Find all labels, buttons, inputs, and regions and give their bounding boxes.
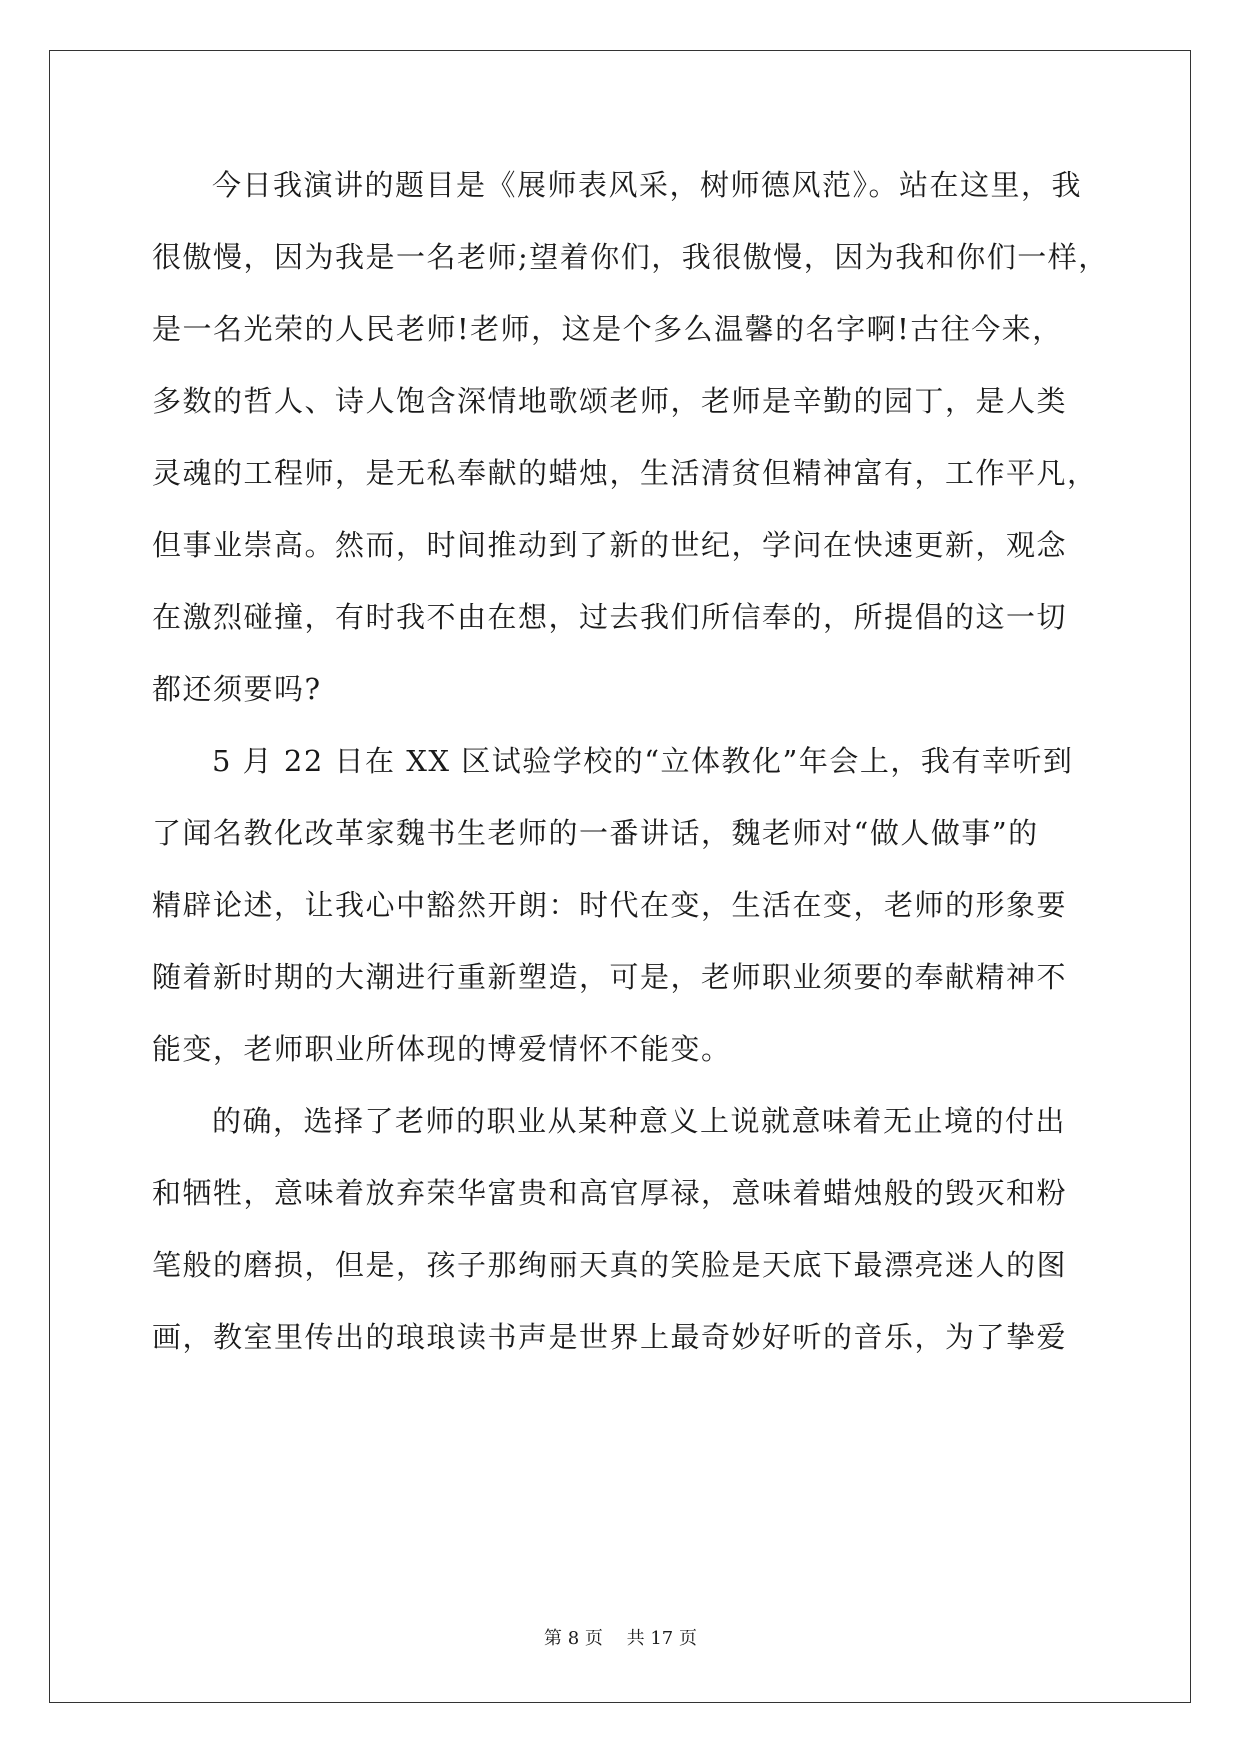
text-line: 但事业崇高。然而，时间推动到了新的世纪，学问在快速更新，观念 — [152, 528, 1068, 562]
text-line: 在激烈碰撞，有时我不由在想，过去我们所信奉的，所提倡的这一切 — [152, 600, 1068, 634]
text-line: 和牺牲，意味着放弃荣华富贵和高官厚禄，意味着蜡烛般的毁灭和粉 — [152, 1176, 1068, 1210]
page-number-footer: 第 8 页 共 17 页 — [544, 1628, 697, 1649]
text-line: 灵魂的工程师，是无私奉献的蜡烛，生活清贫但精神富有，工作平凡， — [152, 456, 1098, 490]
text-line: 能变，老师职业所体现的博爱情怀不能变。 — [152, 1032, 732, 1066]
text-line: 都还须要吗? — [152, 672, 322, 706]
text-line: 5 月 22 日在 XX 区试验学校的“立体教化”年会上，我有幸听到 — [212, 744, 1074, 778]
text-line: 多数的哲人、诗人饱含深情地歌颂老师，老师是辛勤的园丁，是人类 — [152, 384, 1068, 418]
page-border — [49, 50, 1191, 1703]
text-line: 很傲慢，因为我是一名老师;望着你们，我很傲慢，因为我和你们一样， — [152, 240, 1109, 274]
text-line: 画，教室里传出的琅琅读书声是世界上最奇妙好听的音乐，为了挚爱 — [152, 1320, 1068, 1354]
text-line: 了闻名教化改革家魏书生老师的一番讲话，魏老师对“做人做事”的 — [152, 816, 1039, 850]
text-line: 的确，选择了老师的职业从某种意义上说就意味着无止境的付出 — [212, 1104, 1067, 1138]
text-line: 笔般的磨损，但是，孩子那绚丽天真的笑脸是天底下最漂亮迷人的图 — [152, 1248, 1068, 1282]
text-line: 今日我演讲的题目是《展师表风采，树师德风范》。站在这里，我 — [212, 168, 1083, 202]
text-line: 是一名光荣的人民老师!老师，这是个多么温馨的名字啊!古往今来， — [152, 312, 1063, 346]
text-line: 随着新时期的大潮进行重新塑造，可是，老师职业须要的奉献精神不 — [152, 960, 1068, 994]
text-line: 精辟论述，让我心中豁然开朗：时代在变，生活在变，老师的形象要 — [152, 888, 1068, 922]
